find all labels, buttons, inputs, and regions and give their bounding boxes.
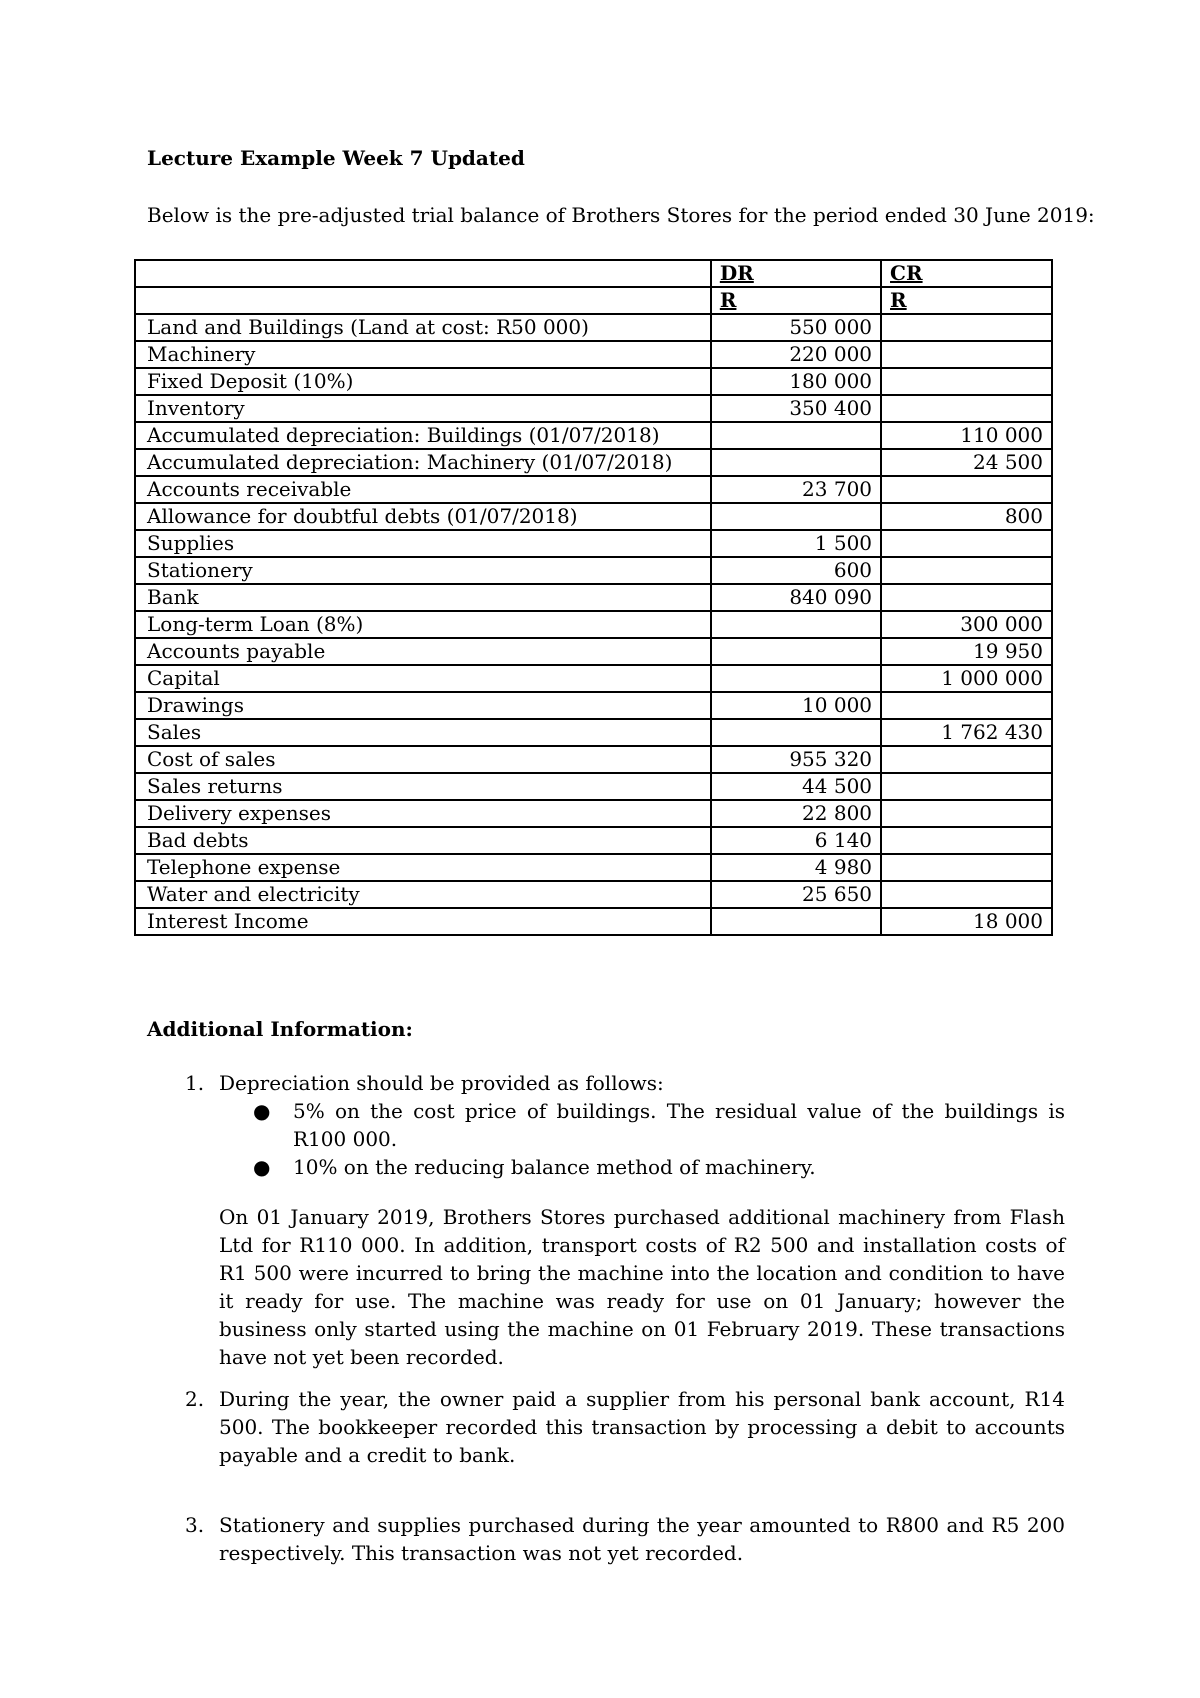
- account-cell: Accumulated depreciation: Buildings (01/07/2018): [135, 422, 711, 449]
- account-cell: Bank: [135, 584, 711, 611]
- table-row: [135, 422, 1052, 449]
- cr-cell: [881, 746, 1052, 773]
- header-cr: CR: [881, 260, 1052, 287]
- list-text: Depreciation should be provided as follows:: [219, 1071, 664, 1095]
- table-row: [135, 719, 1052, 746]
- table-row: [135, 665, 1052, 692]
- account-cell: Stationery: [135, 557, 711, 584]
- bullet-text: 10% on the reducing balance method of machinery.: [293, 1155, 816, 1179]
- bullet-icon: ●: [253, 1099, 271, 1123]
- table-row: [135, 881, 1052, 908]
- list-item-3: [185, 1511, 1065, 1567]
- account-cell: Fixed Deposit (10%): [135, 368, 711, 395]
- cr-cell: [881, 314, 1052, 341]
- list-item-1: [185, 1069, 1065, 1097]
- dr-cell: [711, 449, 881, 476]
- dr-cell: 25 650: [711, 881, 881, 908]
- table-row: [135, 692, 1052, 719]
- table-row: [135, 773, 1052, 800]
- list-item-2: [185, 1385, 1065, 1469]
- dr-cell: 840 090: [711, 584, 881, 611]
- cr-cell: 800: [881, 503, 1052, 530]
- dr-cell: 4 980: [711, 854, 881, 881]
- cr-cell: [881, 341, 1052, 368]
- dr-cell: 180 000: [711, 368, 881, 395]
- table-row: [135, 530, 1052, 557]
- header-dr: DR: [711, 260, 881, 287]
- table-row: [135, 800, 1052, 827]
- table-row: [135, 611, 1052, 638]
- dr-cell: [711, 422, 881, 449]
- header-dr-currency: R: [711, 287, 881, 314]
- table-row: [135, 746, 1052, 773]
- account-cell: Supplies: [135, 530, 711, 557]
- account-cell: Inventory: [135, 395, 711, 422]
- account-cell: Capital: [135, 665, 711, 692]
- header-account-cell: [135, 287, 711, 314]
- dr-cell: 1 500: [711, 530, 881, 557]
- list-number: 2.: [185, 1387, 205, 1411]
- account-cell: Telephone expense: [135, 854, 711, 881]
- dr-cell: 44 500: [711, 773, 881, 800]
- table-row: [135, 395, 1052, 422]
- account-cell: Delivery expenses: [135, 800, 711, 827]
- cr-cell: [881, 530, 1052, 557]
- dr-cell: [711, 638, 881, 665]
- cr-cell: [881, 584, 1052, 611]
- table-row: [135, 503, 1052, 530]
- account-cell: Cost of sales: [135, 746, 711, 773]
- table-row: [135, 449, 1052, 476]
- list-text: Stationery and supplies purchased during the year amounted to R800 and R5 200 respectively. This transaction was not yet recorded.: [219, 1513, 1065, 1565]
- account-cell: Allowance for doubtful debts (01/07/2018): [135, 503, 711, 530]
- list-number: 3.: [185, 1513, 205, 1537]
- list-text: During the year, the owner paid a supplier from his personal bank account, R14 500. The bookkeeper recorded this transaction by processing a debit to accounts payable and a credit to bank.: [219, 1387, 1065, 1467]
- cr-cell: [881, 395, 1052, 422]
- account-cell: Accumulated depreciation: Machinery (01/07/2018): [135, 449, 711, 476]
- cr-cell: [881, 800, 1052, 827]
- cr-cell: [881, 692, 1052, 719]
- dr-cell: 350 400: [711, 395, 881, 422]
- table-header-row: [135, 287, 1052, 314]
- dr-cell: 6 140: [711, 827, 881, 854]
- table-row: [135, 314, 1052, 341]
- dr-cell: [711, 908, 881, 935]
- cr-cell: [881, 368, 1052, 395]
- dr-cell: [711, 503, 881, 530]
- dr-cell: 600: [711, 557, 881, 584]
- account-cell: Accounts payable: [135, 638, 711, 665]
- trial-balance-table: [134, 259, 1053, 936]
- additional-info-title: Additional Information:: [147, 1017, 413, 1041]
- cr-cell: 1 762 430: [881, 719, 1052, 746]
- cr-cell: 18 000: [881, 908, 1052, 935]
- cr-cell: [881, 476, 1052, 503]
- dr-cell: [711, 665, 881, 692]
- cr-cell: 19 950: [881, 638, 1052, 665]
- cr-cell: 24 500: [881, 449, 1052, 476]
- account-cell: Drawings: [135, 692, 711, 719]
- table-row: [135, 584, 1052, 611]
- account-cell: Accounts receivable: [135, 476, 711, 503]
- cr-cell: [881, 854, 1052, 881]
- cr-cell: [881, 557, 1052, 584]
- cr-cell: 1 000 000: [881, 665, 1052, 692]
- table-row: [135, 854, 1052, 881]
- table-header-row: [135, 260, 1052, 287]
- dr-cell: 22 800: [711, 800, 881, 827]
- account-cell: Machinery: [135, 341, 711, 368]
- bullet-text: 5% on the cost price of buildings. The residual value of the buildings is R100 000.: [293, 1099, 1065, 1151]
- dr-cell: 10 000: [711, 692, 881, 719]
- dr-cell: 220 000: [711, 341, 881, 368]
- account-cell: Sales returns: [135, 773, 711, 800]
- list-number: 1.: [185, 1071, 205, 1095]
- bullet-item-2: [253, 1153, 1065, 1181]
- table-row: [135, 341, 1052, 368]
- cr-cell: [881, 773, 1052, 800]
- table-row: [135, 638, 1052, 665]
- cr-cell: [881, 881, 1052, 908]
- header-account-cell: [135, 260, 711, 287]
- dr-cell: 955 320: [711, 746, 881, 773]
- table-row: [135, 908, 1052, 935]
- dr-cell: [711, 719, 881, 746]
- page-title: Lecture Example Week 7 Updated: [147, 146, 525, 170]
- cr-cell: [881, 827, 1052, 854]
- dr-cell: [711, 611, 881, 638]
- account-cell: Land and Buildings (Land at cost: R50 000): [135, 314, 711, 341]
- table-row: [135, 827, 1052, 854]
- account-cell: Sales: [135, 719, 711, 746]
- account-cell: Bad debts: [135, 827, 711, 854]
- cr-cell: 300 000: [881, 611, 1052, 638]
- intro-text: Below is the pre-adjusted trial balance of Brothers Stores for the period ended 30 June 2019:: [147, 203, 1095, 227]
- account-cell: Interest Income: [135, 908, 711, 935]
- account-cell: Water and electricity: [135, 881, 711, 908]
- dr-cell: 23 700: [711, 476, 881, 503]
- table-row: [135, 557, 1052, 584]
- table-row: [135, 368, 1052, 395]
- machinery-paragraph: On 01 January 2019, Brothers Stores purchased additional machinery from Flash Ltd for R110 000. In addition, transport costs of R2 500 and installation costs of R1 500 were incurred to bring the machine into the location and condition to have it ready for use. The machine was ready for use on 01 January; however the business only started using the machine on 01 February 2019. These transactions have not yet been recorded.: [219, 1205, 1065, 1369]
- account-cell: Long-term Loan (8%): [135, 611, 711, 638]
- table-row: [135, 476, 1052, 503]
- bullet-icon: ●: [253, 1155, 271, 1179]
- bullet-item-1: [253, 1097, 1065, 1153]
- cr-cell: 110 000: [881, 422, 1052, 449]
- header-cr-currency: R: [881, 287, 1052, 314]
- dr-cell: 550 000: [711, 314, 881, 341]
